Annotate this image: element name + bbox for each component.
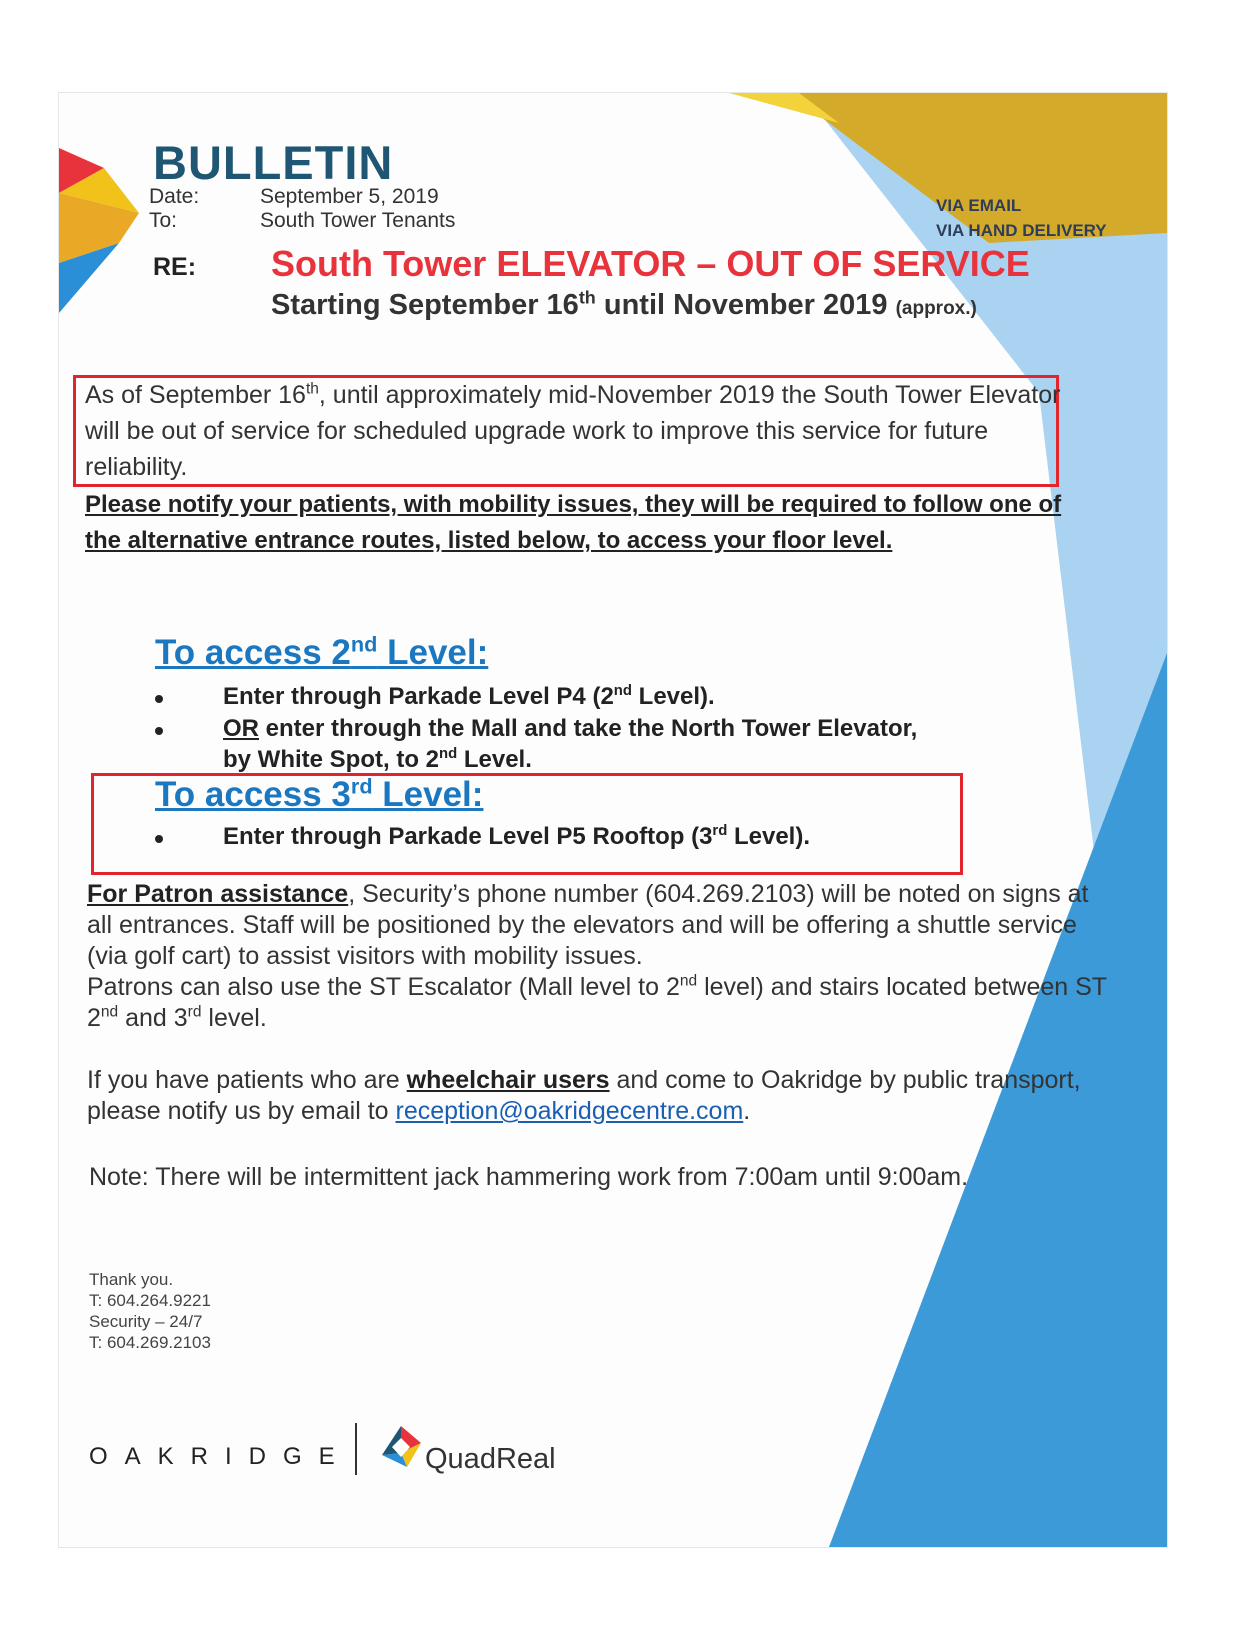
level-2-heading: To access 2nd Level:: [155, 631, 489, 672]
bulletin-title: BULLETIN: [153, 136, 394, 189]
main-phone: T: 604.264.9221: [89, 1291, 211, 1310]
via-hand-delivery: VIA HAND DELIVERY: [936, 221, 1107, 240]
patron-assistance-paragraph: For Patron assistance, Security’s phone number (604.269.2103) will be noted on signs at all entrances. Staff will be positioned by the elevators and will be offering a shuttle service (via golf cart) to assist visitors with mobility issues. Patrons can also use the ST Escalator (Mall level to 2nd level) and stairs located between ST 2nd and 3rd level.: [87, 880, 1107, 1032]
security-label: Security – 24/7: [89, 1312, 203, 1331]
level-3-route-1: Enter through Parkade Level P5 Rooftop (3rd Level).: [223, 823, 810, 850]
security-phone: T: 604.269.2103: [89, 1333, 211, 1352]
quadreal-logo-text: QuadReal: [425, 1443, 556, 1475]
reception-email-link[interactable]: reception@oakridgecentre.com: [395, 1097, 744, 1125]
wheelchair-paragraph: If you have patients who are wheelchair users and come to Oakridge by public transport, please notify us by email to reception@oakridgecentre.com.: [87, 1066, 1081, 1125]
oakridge-logo: OAKRIDGE: [89, 1443, 352, 1470]
date-value: September 5, 2019: [260, 185, 439, 208]
bullet-dot: [155, 835, 163, 843]
thank-you: Thank you.: [89, 1270, 174, 1289]
level-2-route-1: Enter through Parkade Level P4 (2nd Level).: [223, 683, 715, 710]
intro-paragraph: As of September 16th, until approximately mid-November 2019 the South Tower Elevator will be out of service for scheduled upgrade work to improve this service for future reliability.: [85, 380, 1061, 481]
via-email: VIA EMAIL: [936, 196, 1022, 215]
logo-divider: [355, 1423, 357, 1475]
level-3-heading: To access 3rd Level:: [155, 773, 484, 814]
bulletin-page: [58, 92, 1168, 1548]
re-title: South Tower ELEVATOR – OUT OF SERVICE: [271, 243, 1030, 284]
notify-paragraph: Please notify your patients, with mobility issues, they will be required to follow one of the alternative entrance routes, listed below, to access your floor level.: [85, 491, 1062, 554]
re-subtitle: Starting September 16th until November 2019 (approx.): [271, 287, 977, 321]
bullet-dot: [155, 727, 163, 735]
level-2-route-2: OR enter through the Mall and take the North Tower Elevator, by White Spot, to 2nd Level.: [223, 715, 918, 773]
bullet-dot: [155, 695, 163, 703]
re-label: RE:: [153, 253, 197, 281]
corner-logo-mark: [59, 148, 139, 313]
quadreal-logo-icon: [377, 1423, 425, 1471]
delivery-method: [936, 193, 1107, 243]
to-value: South Tower Tenants: [260, 209, 456, 232]
to-label: To:: [149, 209, 178, 232]
jack-hammer-note: Note: There will be intermittent jack hammering work from 7:00am until 9:00am.: [89, 1163, 969, 1191]
contact-block: [89, 1269, 211, 1353]
date-label: Date:: [149, 185, 200, 208]
